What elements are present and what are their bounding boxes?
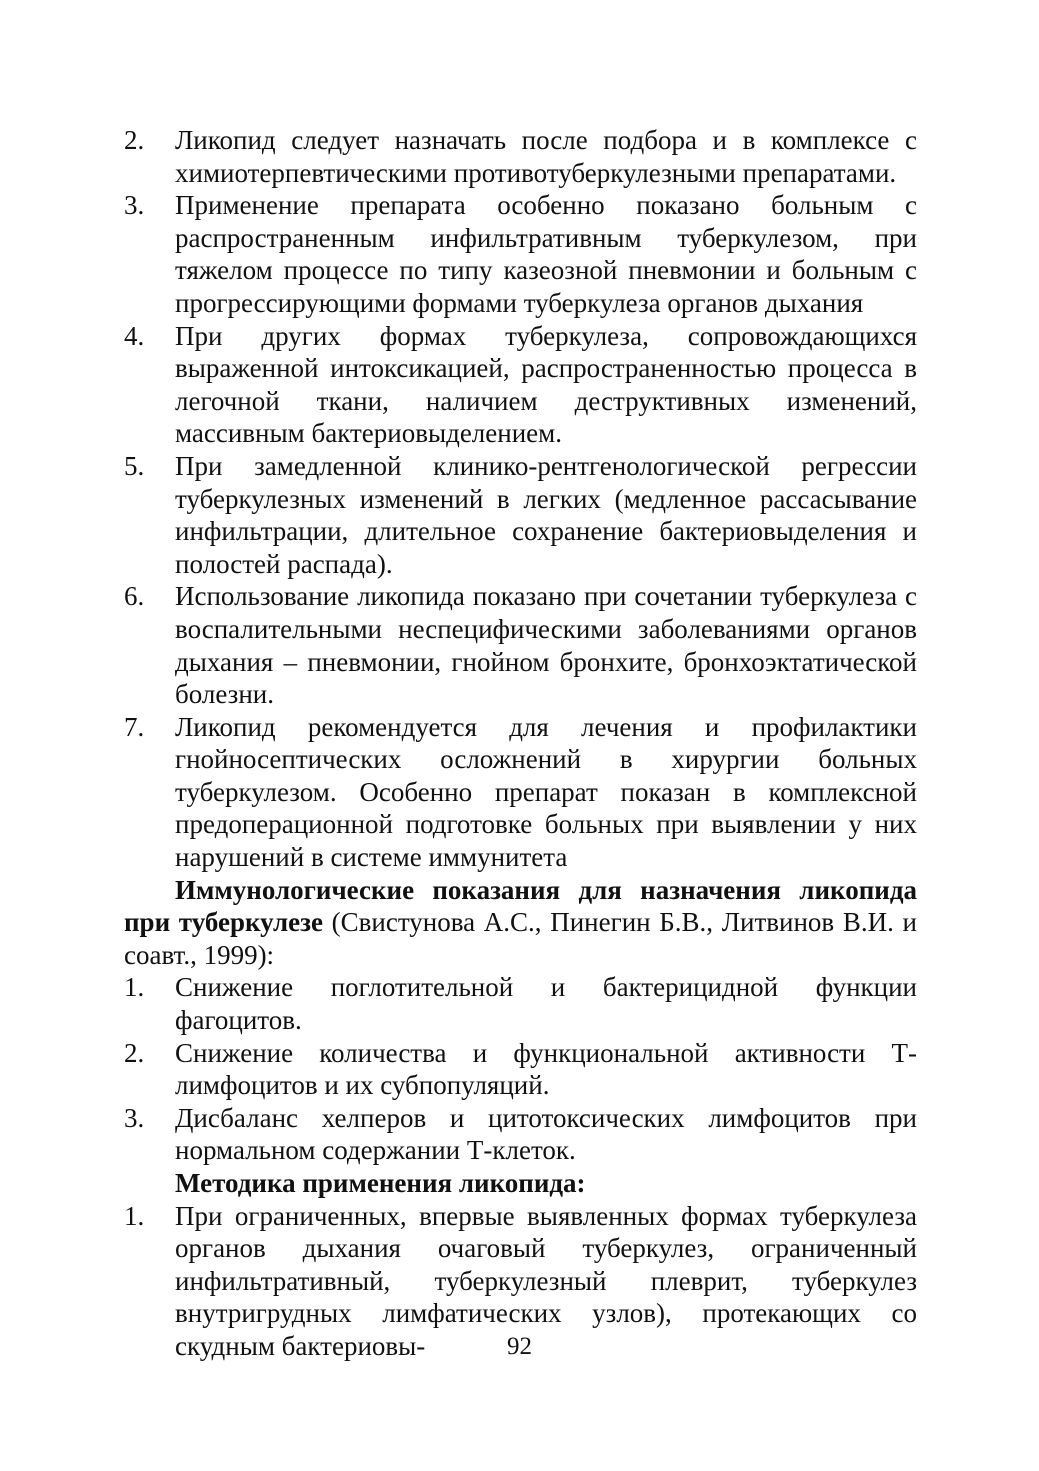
- list-item-number: 4.: [124, 320, 145, 351]
- list-item: [124, 971, 917, 1036]
- list-item-text: При других формах туберкулеза, сопровождающихся выраженной интоксикацией, распространенностью процесса в легочной ткани, наличием деструктивных изменений, массивным бактериовыделением.: [175, 320, 917, 449]
- list-item: [124, 580, 917, 710]
- citation-text: (Свистунова А.С., Пинегин Б.В., Литвинов В.И. и соавт., 1999):: [124, 907, 917, 970]
- immunological-indications-paragraph: [124, 874, 917, 972]
- list-item-text: Ликопид следует назначать после подбора и в комплексе с химиотерпевтическими противотуберкулезными препаратами.: [175, 125, 917, 188]
- indications-list: [124, 124, 917, 874]
- list-item-number: 2.: [124, 125, 145, 155]
- list-item-number: 3.: [124, 190, 145, 221]
- list-item-number: 6.: [124, 581, 145, 612]
- list-item-text: Снижение поглотительной и бактерицидной функции фагоцитов.: [175, 972, 917, 1036]
- list-item: [124, 1037, 917, 1102]
- list-item-number: 2.: [124, 1037, 145, 1068]
- list-item: [124, 711, 917, 874]
- section-heading-immunological: Иммунологические показания для назначения ликопида при туберкулезе: [124, 874, 917, 938]
- list-item-text: Использование ликопида показано при сочетании туберкулеза с воспалительными неспецифическими заболеваниями органов дыхания – пневмонии, гнойном бронхите, бронхоэктатической болезни.: [175, 581, 917, 710]
- list-item-number: 1.: [124, 1200, 145, 1231]
- list-item: [124, 320, 917, 450]
- list-item-text: При замедленной клинико-рентгенологической регрессии туберкулезных изменений в легких (медленное рассасывание инфильтрации, длительное сохранение бактериовыделения и полостей распада).: [175, 450, 917, 579]
- list-item-number: 1.: [124, 972, 145, 1003]
- list-item-number: 5.: [124, 450, 145, 481]
- list-item: [124, 124, 917, 189]
- list-item: [124, 189, 917, 319]
- section-heading-method: Методика применения ликопида:: [175, 1168, 586, 1198]
- page-number: 92: [507, 1333, 532, 1360]
- list-item-text: Применение препарата особенно показано больным с распространенным инфильтративным туберкулезом, при тяжелом процессе по типу казеозной пневмонии и больным с прогрессирующими формами туберкулеза органов дыхания: [175, 190, 917, 318]
- list-item-number: 7.: [124, 711, 145, 742]
- list-item-number: 3.: [124, 1102, 145, 1133]
- list-item: [124, 1102, 917, 1167]
- list-item: [124, 450, 917, 580]
- list-item-text: Ликопид рекомендуется для лечения и профилактики гнойносептических осложнений в хирургии больных туберкулезом. Особенно препарат показан в комплексной предоперационной подготовке больных при выявлении у них нарушений в системе иммунитета: [175, 711, 917, 873]
- immunological-list: [124, 971, 917, 1167]
- list-item-text: Снижение количества и функциональной активности Т-лимфоцитов и их субпопуляций.: [175, 1037, 917, 1101]
- list-item-text: При ограниченных, впервые выявленных формах туберкулеза органов дыхания очаговый туберкулез, ограниченный инфильтративный, туберкулезный плеврит, туберкулез внутригрудных лимфатических узлов), протекающих со скудным бактериовы-: [175, 1200, 917, 1361]
- page-content: [124, 124, 917, 1363]
- list-item-text: Дисбаланс хелперов и цитотоксических лимфоцитов при нормальном содержании Т-клеток.: [175, 1102, 917, 1166]
